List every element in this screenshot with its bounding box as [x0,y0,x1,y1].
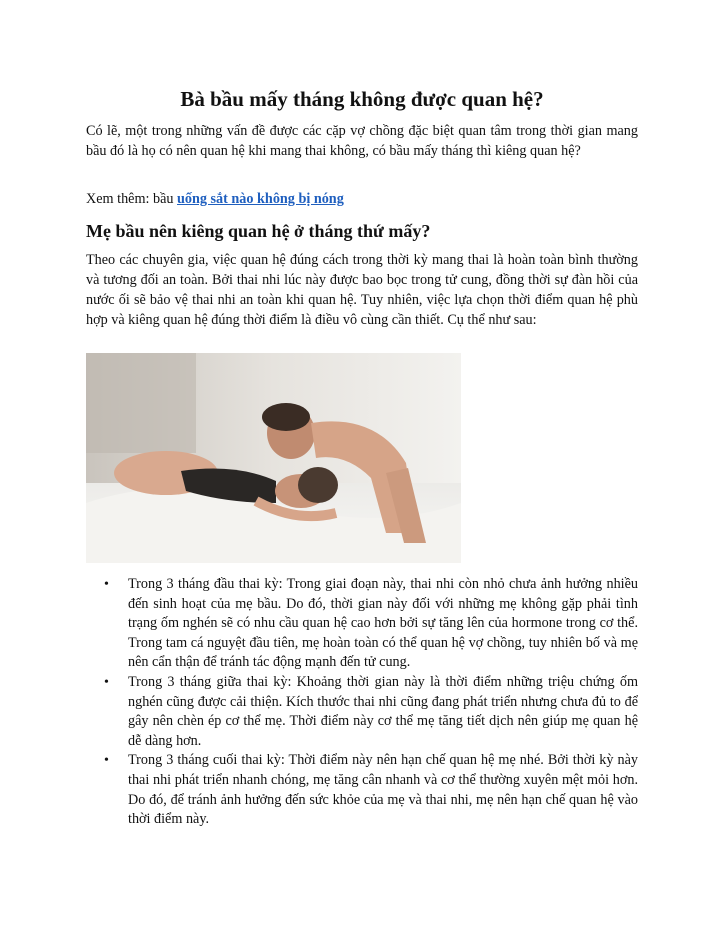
list-item [86,751,638,829]
list-item-text: Trong 3 tháng đầu thai kỳ: Trong giai đoạn này, thai nhi còn nhỏ chưa ảnh hưởng nhiều đến sinh hoạt của mẹ bầu. Do đó, thời gian này đối với những mẹ không gặp phải tình trạng ốm nghén sẽ có nhu cầu quan hệ cao hơn bởi sự tăng lên của hormone trong cơ thể. Trong tam cá nguyệt đầu tiên, mẹ hoàn toàn có thể quan hệ vợ chồng, tuy nhiên bố và mẹ nên cẩn thận để tránh tác động mạnh đến tử cung. [128,576,638,671]
see-also-line [86,189,638,209]
intro-paragraph: Có lẽ, một trong những vấn đề được các cặp vợ chồng đặc biệt quan tâm trong thời gian mang bầu đó là họ có nên quan hệ khi mang thai không, có bầu mấy tháng thì kiêng quan hệ? [86,123,638,159]
trimester-list [86,575,638,830]
bullet-glyph: • [104,753,109,769]
see-also-prefix: Xem thêm: bầu [86,191,178,207]
section-paragraph: Theo các chuyên gia, việc quan hệ đúng cách trong thời kỳ mang thai là hoàn toàn bình thường và tương đối an toàn. Bởi thai nhi lúc này được bao bọc trong tử cung, đồng thời sự đàn hồi của nước ối sẽ bảo vệ thai nhi an toàn khi quan hệ. Tuy nhiên, việc lựa chọn thời điểm quan hệ phù hợp và kiêng quan hệ đúng thời điểm là điều vô cùng cần thiết. Cụ thể như sau: [86,252,638,328]
list-item [86,673,638,751]
page-title: Bà bầu mấy tháng không được quan hệ? [180,87,544,111]
list-item-text: Trong 3 tháng cuối thai kỳ: Thời điểm này nên hạn chế quan hệ mẹ nhé. Bởi thời kỳ này thai nhi phát triển nhanh chóng, mẹ tăng cân nhanh và cơ thể thường xuyên mệt mỏi hơn. Do đó, để tránh ảnh hưởng đến sức khỏe của mẹ và thai nhi, mẹ nên hạn chế quan hệ vào thời điểm này. [128,752,638,828]
article-photo [86,353,461,563]
bullet-glyph: • [104,577,109,592]
list-item [86,575,638,673]
section-heading: Mẹ bầu nên kiêng quan hệ ở tháng thứ mấy? [86,221,431,241]
list-item-text: Trong 3 tháng giữa thai kỳ: Khoảng thời gian này là thời điểm những triệu chứng ốm nghén cũng được cải thiện. Kích thước thai nhi cũng đang phát triển nhưng chưa đủ to để gây nên chèn ép cơ thể mẹ. Thời điểm này cơ thể mẹ tăng tiết dịch nên giúp mẹ quan hệ dễ dàng hơn. [128,673,638,749]
see-also-link[interactable]: uống sắt nào không bị nóng [177,191,344,207]
bullet-glyph: • [104,674,109,690]
